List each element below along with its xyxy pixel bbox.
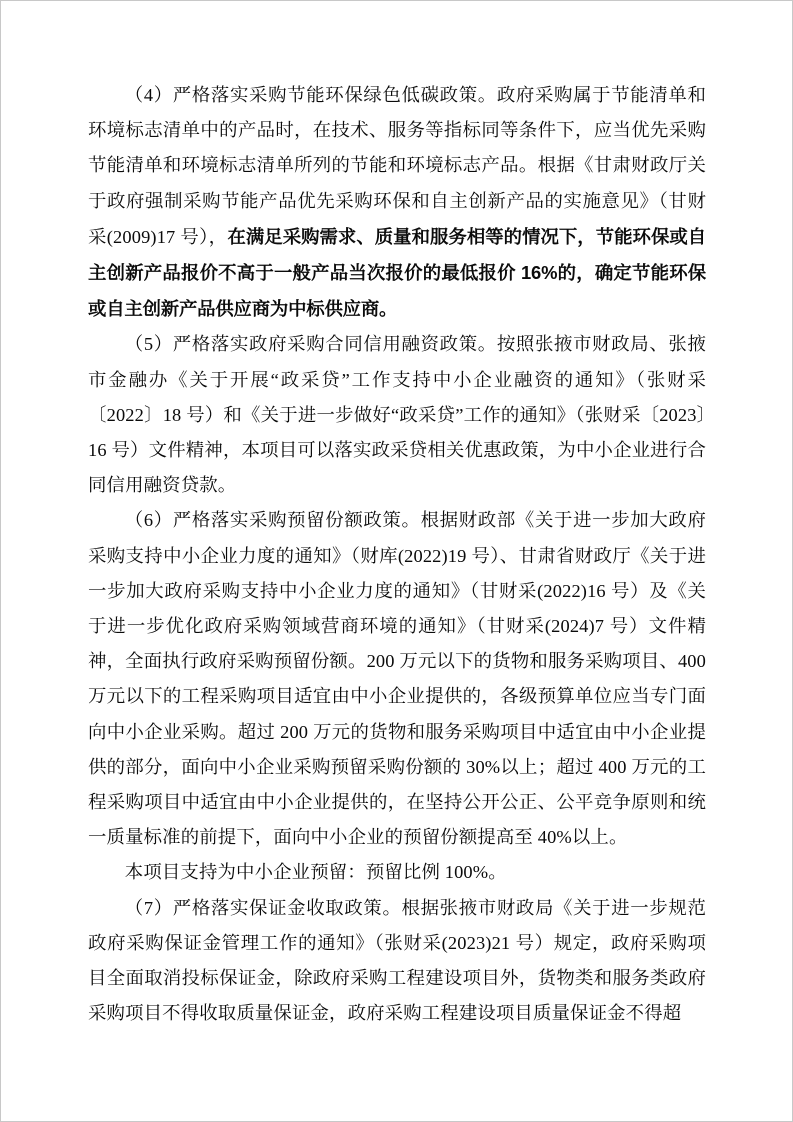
- document-body: [88, 78, 706, 1031]
- paragraph-item-5: [88, 327, 706, 503]
- paragraph-run-plain: 本项目支持为中小企业预留：预留比例 100%。: [124, 862, 507, 883]
- paragraph-item-4: [88, 78, 706, 327]
- paragraph-item-7: [88, 891, 706, 1032]
- paragraph-run-emphasis: 在满足采购需求、质量和服务相等的情况下，节能环保或自主创新产品报价不高于一般产品当次报价的最低报价 16%的，确定节能环保或自主创新产品供应商为中标供应商。: [88, 225, 706, 320]
- paragraph-run-plain: （7）严格落实保证金收取政策。根据张掖市财政局《关于进一步规范政府采购保证金管理工作的通知》（张财采(2023)21 号）规定，政府采购项目全面取消投标保证金，除政府采购工程建设项目外，货物类和服务类政府采购项目不得收取质量保证金，政府采购工程建设项目质量保证金不得超: [88, 897, 706, 1024]
- paragraph-item-reserve-ratio: [88, 855, 706, 890]
- paragraph-item-6: [88, 503, 706, 855]
- paragraph-run-plain: （5）严格落实政府采购合同信用融资政策。按照张掖市财政局、张掖市金融办《关于开展“政采贷”工作支持中小企业融资的通知》（张财采〔2022〕18 号）和《关于进一步做好“政采贷”工作的通知》（张财采〔2023〕16 号）文件精神，本项目可以落实政采贷相关优惠政策，为中小企业进行合同信用融资贷款。: [88, 334, 706, 496]
- paragraph-run-plain: （4）严格落实采购节能环保绿色低碳政策。政府采购属于节能清单和环境标志清单中的产品时，在技术、服务等指标同等条件下，应当优先采购节能清单和环境标志清单所列的节能和环境标志产品。根据《甘肃财政厅关于政府强制采购节能产品优先采购环保和自主创新产品的实施意见》（甘财采(2009)17 号），: [88, 85, 706, 247]
- paragraph-run-plain: （6）严格落实采购预留份额政策。根据财政部《关于进一步加大政府采购支持中小企业力度的通知》（财库(2022)19 号）、甘肃省财政厅《关于进一步加大政府采购支持中小企业力度的通知》（甘财采(2022)16 号）及《关于进一步优化政府采购领域营商环境的通知》（甘财采(2024)7 号）文件精神，全面执行政府采购预留份额。200 万元以下的货物和服务采购项目、400 万元以下的工程采购项目适宜由中小企业提供的，各级预算单位应当专门面向中小企业采购。超过 200 万元的货物和服务采购项目中适宜由中小企业提供的部分，面向中小企业采购预留采购份额的 30%以上；超过 400 万元的工程采购项目中适宜由中小企业提供的，在坚持公开公正、公平竞争原则和统一质量标准的前提下，面向中小企业的预留份额提高至 40%以上。: [88, 510, 706, 848]
